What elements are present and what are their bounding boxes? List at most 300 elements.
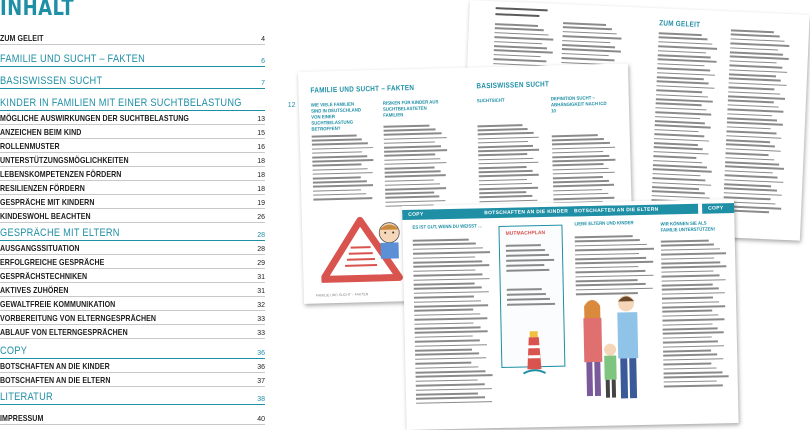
toc-entry-label: ERFOLGREICHE GESPRÄCHE xyxy=(0,258,105,267)
text-line xyxy=(385,170,441,173)
text-line xyxy=(415,370,485,373)
text-line xyxy=(729,73,776,77)
text-line xyxy=(385,200,445,203)
text-line xyxy=(562,35,621,39)
text-line xyxy=(653,160,702,164)
basiswissen-heading: BASISWISSEN SUCHT xyxy=(476,79,550,91)
toc-entry-page: 31 xyxy=(257,274,265,281)
text-line xyxy=(562,57,615,61)
toc-entry-page: 36 xyxy=(257,364,265,371)
text-line xyxy=(663,341,718,344)
toc-entry-page: 26 xyxy=(257,214,265,221)
text-line xyxy=(662,284,713,287)
toc-entry-page: 28 xyxy=(257,232,265,239)
text-line xyxy=(414,291,489,294)
text-line xyxy=(415,326,481,329)
toc-entry[interactable] xyxy=(0,74,265,89)
text-line xyxy=(654,133,704,137)
text-line xyxy=(727,122,783,126)
text-line xyxy=(728,100,774,104)
toc-entry-page: 40 xyxy=(257,416,265,423)
text-line xyxy=(413,243,476,246)
text-line xyxy=(478,132,534,135)
text-line xyxy=(727,113,772,117)
toc-entry-page: 38 xyxy=(257,396,265,403)
text-line xyxy=(416,388,492,391)
text-line xyxy=(384,137,447,140)
toc-entry-label: ZUM GELEIT xyxy=(0,34,44,43)
text-line xyxy=(663,358,723,361)
text-line xyxy=(576,283,646,286)
text-line xyxy=(663,345,724,348)
text-line xyxy=(552,146,615,149)
toc-entry[interactable] xyxy=(0,152,265,167)
toc-entry-label: KINDESWOHL BEACHTEN xyxy=(0,212,91,221)
toc-entry-page: 36 xyxy=(257,350,265,357)
toc-entry-page: 4 xyxy=(261,36,265,43)
text-line xyxy=(385,192,434,195)
text-line xyxy=(726,131,776,135)
text-line xyxy=(415,335,473,338)
toc-entry-page: 28 xyxy=(257,246,265,253)
text-line xyxy=(663,327,718,330)
toc-entry-label: VORBEREITUNG VON ELTERNGESPRÄCHEN xyxy=(0,314,157,323)
text-line xyxy=(725,157,774,161)
text-line xyxy=(656,103,702,107)
text-line xyxy=(413,256,475,259)
text-line xyxy=(416,379,478,382)
fakten-sub-2: RISIKEN FÜR KINDER AUS SUCHTBELASTETEN FAMILIEN xyxy=(382,100,439,119)
text-line xyxy=(575,257,646,260)
toc-entry-label: GESPRÄCHE MIT ELTERN xyxy=(0,227,120,239)
basiswissen-sub-1: SUCHTSICHT xyxy=(476,98,505,105)
text-line xyxy=(663,367,716,370)
text-line xyxy=(576,274,654,277)
text-line xyxy=(494,54,541,58)
text-line xyxy=(729,69,787,73)
text-line xyxy=(661,240,709,243)
text-line xyxy=(493,58,546,62)
text-line xyxy=(413,260,482,263)
toc-entry-label: LITERATUR xyxy=(0,391,53,403)
eltern-sub-2: WIR KÖNNEN SIE ALS FAMILIE UNTERSTÜTZEN! xyxy=(660,221,716,234)
text-line xyxy=(414,309,473,312)
text-line xyxy=(658,54,711,58)
text-line xyxy=(655,111,711,115)
text-line xyxy=(663,363,711,366)
text-line xyxy=(727,126,771,130)
text-line xyxy=(657,76,704,80)
text-line xyxy=(553,184,614,187)
text-line xyxy=(730,56,789,60)
lighthouse-illustration xyxy=(521,329,548,376)
text-line xyxy=(553,197,614,200)
text-line xyxy=(413,239,469,242)
text-line xyxy=(659,37,708,41)
eltern-sub-1: LIEBE ELTERN UND KINDER xyxy=(574,221,634,228)
text-line xyxy=(664,371,723,374)
toc-entry[interactable] xyxy=(0,296,265,311)
text-line xyxy=(479,179,527,182)
text-line xyxy=(385,179,434,182)
toc-entry-label: ANZEICHEN BEIM KIND xyxy=(0,128,82,137)
toc-entry-label: GESPRÄCHSTECHNIKEN xyxy=(0,272,88,281)
text-line xyxy=(731,38,785,42)
text-line xyxy=(575,235,633,238)
text-line xyxy=(726,139,770,143)
toc-entry-page: 29 xyxy=(257,260,265,267)
text-line xyxy=(415,331,488,334)
toc-entry-page: 13 xyxy=(257,116,265,123)
text-line xyxy=(478,141,528,144)
text-line xyxy=(662,318,724,321)
text-line xyxy=(662,292,725,295)
text-line xyxy=(659,32,702,35)
text-line xyxy=(384,158,440,161)
text-line xyxy=(384,141,435,144)
toc-entry-label: BASISWISSEN SUCHT xyxy=(0,75,103,87)
toc-entry[interactable] xyxy=(0,390,265,405)
text-line xyxy=(479,187,538,190)
toc-entry-page: 33 xyxy=(257,330,265,337)
toc-entry[interactable] xyxy=(0,30,265,45)
toc-entry-label: RESILIENZEN FÖRDERN xyxy=(0,184,85,193)
text-line xyxy=(728,95,785,99)
text-line xyxy=(662,288,719,291)
text-line xyxy=(653,169,712,173)
text-line xyxy=(312,147,373,150)
text-line xyxy=(552,142,610,145)
text-line xyxy=(661,248,720,251)
text-line xyxy=(479,166,527,169)
toc-entry-label: BOTSCHAFTEN AN DIE ELTERN xyxy=(0,376,111,385)
text-line xyxy=(725,170,773,174)
text-line xyxy=(385,183,440,186)
text-line xyxy=(654,142,698,146)
toc-entry-label: GESPRÄCHE MIT KINDERN xyxy=(0,198,95,207)
text-line xyxy=(726,135,781,139)
toc-entry-label: ROLLENMUSTER xyxy=(0,142,60,151)
text-line xyxy=(656,98,713,102)
text-line xyxy=(478,128,528,131)
text-line xyxy=(653,173,701,177)
toc-entry[interactable] xyxy=(0,208,265,223)
text-line xyxy=(655,116,700,120)
text-line xyxy=(413,247,483,250)
text-line xyxy=(385,187,446,190)
text-line xyxy=(725,166,784,170)
band-eltern: BOTSCHAFTEN AN DIE ELTERN xyxy=(568,204,698,217)
text-line xyxy=(657,67,710,71)
text-line xyxy=(415,340,480,343)
toc-entry-label: IMPRESSUM xyxy=(0,414,44,423)
text-line xyxy=(506,259,554,262)
text-line xyxy=(663,354,717,357)
text-line xyxy=(652,177,705,181)
text-line xyxy=(413,265,489,268)
toc-entry-page: 33 xyxy=(257,316,265,323)
text-line xyxy=(655,107,706,111)
text-line xyxy=(724,192,782,196)
text-line xyxy=(414,282,475,285)
text-line xyxy=(655,125,711,129)
text-line xyxy=(662,305,725,308)
text-line xyxy=(479,183,532,186)
text-line xyxy=(575,239,640,242)
spread-copy xyxy=(402,199,739,430)
text-line xyxy=(724,188,777,192)
text-line xyxy=(725,174,778,178)
toc-entry-label: AKTIVES ZUHÖREN xyxy=(0,286,69,295)
text-line xyxy=(727,109,783,113)
text-line xyxy=(654,138,709,142)
toc-entry[interactable] xyxy=(0,254,265,269)
text-line xyxy=(657,63,704,67)
kinder-sub: ES IST GUT, WENN DU WEISST … xyxy=(412,224,483,231)
toc-entry[interactable] xyxy=(0,410,265,425)
toc-entry-page: 6 xyxy=(261,58,265,65)
toc-entry[interactable] xyxy=(0,138,265,153)
text-line xyxy=(658,41,712,45)
text-line xyxy=(384,129,436,132)
text-line xyxy=(552,159,615,162)
text-line xyxy=(562,48,621,52)
text-line xyxy=(478,153,527,156)
text-line xyxy=(654,147,703,151)
text-line xyxy=(414,313,480,316)
text-line xyxy=(658,50,706,54)
text-line xyxy=(727,117,777,121)
mutmachplan-title: MUTMACHPLAN xyxy=(505,230,546,237)
text-line xyxy=(479,191,526,194)
text-line xyxy=(662,297,713,300)
text-line xyxy=(494,41,542,45)
text-line xyxy=(478,162,538,165)
text-line xyxy=(415,344,487,347)
text-line xyxy=(552,151,603,154)
text-line xyxy=(729,78,781,82)
text-line xyxy=(414,322,473,325)
toc-entry[interactable] xyxy=(0,52,265,67)
toc-entry-page: 32 xyxy=(257,302,265,309)
text-line xyxy=(413,274,482,277)
text-line xyxy=(414,296,474,299)
text-line xyxy=(479,170,533,173)
text-line xyxy=(478,149,539,152)
text-line xyxy=(553,167,609,170)
text-line xyxy=(662,310,712,313)
text-line xyxy=(312,159,373,162)
text-line xyxy=(506,269,549,271)
text-line xyxy=(724,179,783,183)
text-line xyxy=(313,172,373,175)
text-line xyxy=(664,385,723,388)
toc-entry[interactable] xyxy=(0,124,265,139)
text-line xyxy=(563,22,606,25)
toc-entry[interactable] xyxy=(0,226,265,241)
text-line xyxy=(313,184,373,187)
text-line xyxy=(664,376,729,379)
text-line xyxy=(563,26,612,30)
text-line xyxy=(494,36,553,40)
text-line xyxy=(654,151,709,155)
text-line xyxy=(313,197,372,200)
text-line xyxy=(478,145,533,148)
toc-entry-page: 15 xyxy=(257,130,265,137)
text-line xyxy=(552,155,609,158)
text-line xyxy=(494,45,547,49)
text-line xyxy=(383,125,429,128)
copy-tab-left: COPY xyxy=(402,209,434,220)
text-line xyxy=(662,301,719,304)
text-line xyxy=(313,168,368,171)
text-line xyxy=(663,332,724,335)
text-line xyxy=(478,136,539,139)
text-line xyxy=(662,314,718,317)
toc-entry[interactable] xyxy=(0,194,265,209)
text-line xyxy=(385,196,439,199)
text-line xyxy=(384,133,442,136)
toc-entry[interactable] xyxy=(0,166,265,181)
text-line xyxy=(479,174,539,177)
toc-entry[interactable] xyxy=(0,282,265,297)
toc-entry[interactable] xyxy=(0,358,265,373)
zum-geleit-heading: ZUM GELEIT xyxy=(658,18,701,30)
toc-entry[interactable] xyxy=(0,96,296,111)
toc-entry-label: MÖGLICHE AUSWIRKUNGEN DER SUCHTBELASTUNG xyxy=(0,114,189,123)
text-line xyxy=(385,175,446,178)
text-line xyxy=(312,134,357,137)
toc-entry-label: GEWALTFREIE KOMMUNIKATION xyxy=(0,300,116,309)
band-kinder: BOTSCHAFTEN AN DIE KINDER xyxy=(432,206,614,220)
text-line xyxy=(313,176,361,179)
text-line xyxy=(726,144,775,148)
toc-entry[interactable] xyxy=(0,324,265,339)
text-line xyxy=(313,193,366,196)
text-line xyxy=(664,380,717,383)
text-line xyxy=(726,148,781,152)
toc-entry-page: 37 xyxy=(257,378,265,385)
text-line xyxy=(731,29,774,32)
toc-entry-label: ABLAUF VON ELTERNGESPRÄCHEN xyxy=(0,328,128,337)
toc-entry[interactable] xyxy=(0,180,265,195)
text-line xyxy=(728,87,774,91)
text-line xyxy=(661,244,714,247)
text-line xyxy=(725,161,779,165)
text-line xyxy=(415,366,478,369)
toc-entry-page: 19 xyxy=(257,200,265,207)
text-line xyxy=(652,195,710,199)
toc-entry-label: FAMILIE UND SUCHT – FAKTEN xyxy=(0,53,146,65)
text-line xyxy=(663,323,713,326)
text-line xyxy=(661,266,726,269)
text-line xyxy=(414,300,481,303)
text-line xyxy=(414,304,488,307)
text-line xyxy=(575,253,639,256)
text-line xyxy=(416,383,485,386)
toc-entry[interactable] xyxy=(0,310,265,325)
toc-entry-page: 18 xyxy=(257,186,265,193)
text-line xyxy=(506,244,541,246)
toc-entry[interactable] xyxy=(0,372,265,387)
text-line xyxy=(563,31,617,35)
text-line xyxy=(655,120,705,124)
text-line xyxy=(553,193,608,196)
text-line xyxy=(495,23,538,26)
text-line xyxy=(313,180,367,183)
text-line xyxy=(553,163,604,166)
text-line xyxy=(312,151,362,154)
toc-entry[interactable] xyxy=(0,240,265,255)
text-line xyxy=(726,152,769,155)
text-line xyxy=(414,278,490,281)
text-line xyxy=(562,44,615,48)
text-line xyxy=(478,157,533,160)
text-line xyxy=(416,401,492,404)
text-line xyxy=(416,397,485,400)
text-line xyxy=(413,251,490,254)
text-line xyxy=(413,269,475,272)
text-line xyxy=(415,353,479,356)
text-line xyxy=(384,154,435,157)
toc-entry-page: 18 xyxy=(257,172,265,179)
text-line xyxy=(494,49,553,53)
text-line xyxy=(495,32,549,36)
toc-entry-page: 7 xyxy=(261,80,265,87)
text-line xyxy=(661,261,720,264)
text-line xyxy=(313,189,361,192)
text-line xyxy=(479,195,532,198)
text-line xyxy=(654,129,698,133)
toc-entry-label: COPY xyxy=(0,345,28,357)
text-line xyxy=(553,172,615,175)
text-line xyxy=(661,270,713,273)
text-line xyxy=(652,191,705,195)
text-line xyxy=(663,336,712,339)
text-line xyxy=(724,183,771,187)
text-line xyxy=(575,266,638,269)
text-line xyxy=(728,91,780,95)
fakten-sub-1: WIE VIELE FAMILIEN SIND IN DEUTSCHLAND VON EINER SUCHTBELASTUNG BETROFFEN? xyxy=(310,102,361,133)
basiswissen-sub-2: DEFINITION SUCHT – ABHÄNGIGKEIT NACH ICD 10 xyxy=(550,96,607,115)
toc-entry[interactable] xyxy=(0,268,265,283)
text-line xyxy=(507,288,542,290)
toc-entry[interactable] xyxy=(0,110,265,125)
text-line xyxy=(385,166,435,169)
toc-entry[interactable] xyxy=(0,344,265,359)
text-line xyxy=(661,252,726,255)
text-line xyxy=(656,89,702,93)
text-line xyxy=(553,189,602,192)
text-line xyxy=(731,34,780,38)
text-line xyxy=(653,155,696,158)
text-line xyxy=(575,248,654,251)
text-line xyxy=(416,392,478,395)
text-line xyxy=(415,349,472,352)
text-line xyxy=(662,279,726,282)
text-line xyxy=(575,261,653,264)
text-line xyxy=(562,40,610,44)
family-illustration xyxy=(576,291,650,404)
text-line xyxy=(415,362,471,365)
fakten-heading: FAMILIE UND SUCHT – FAKTEN xyxy=(310,82,415,95)
text-line xyxy=(414,287,482,290)
text-line xyxy=(384,162,446,165)
text-line xyxy=(506,254,549,256)
text-line xyxy=(656,85,714,89)
toc-entry-label: KINDER IN FAMILIEN MIT EINER SUCHTBELASTUNG xyxy=(0,97,242,109)
toc-entry-label: AUSGANGSSITUATION xyxy=(0,244,80,253)
